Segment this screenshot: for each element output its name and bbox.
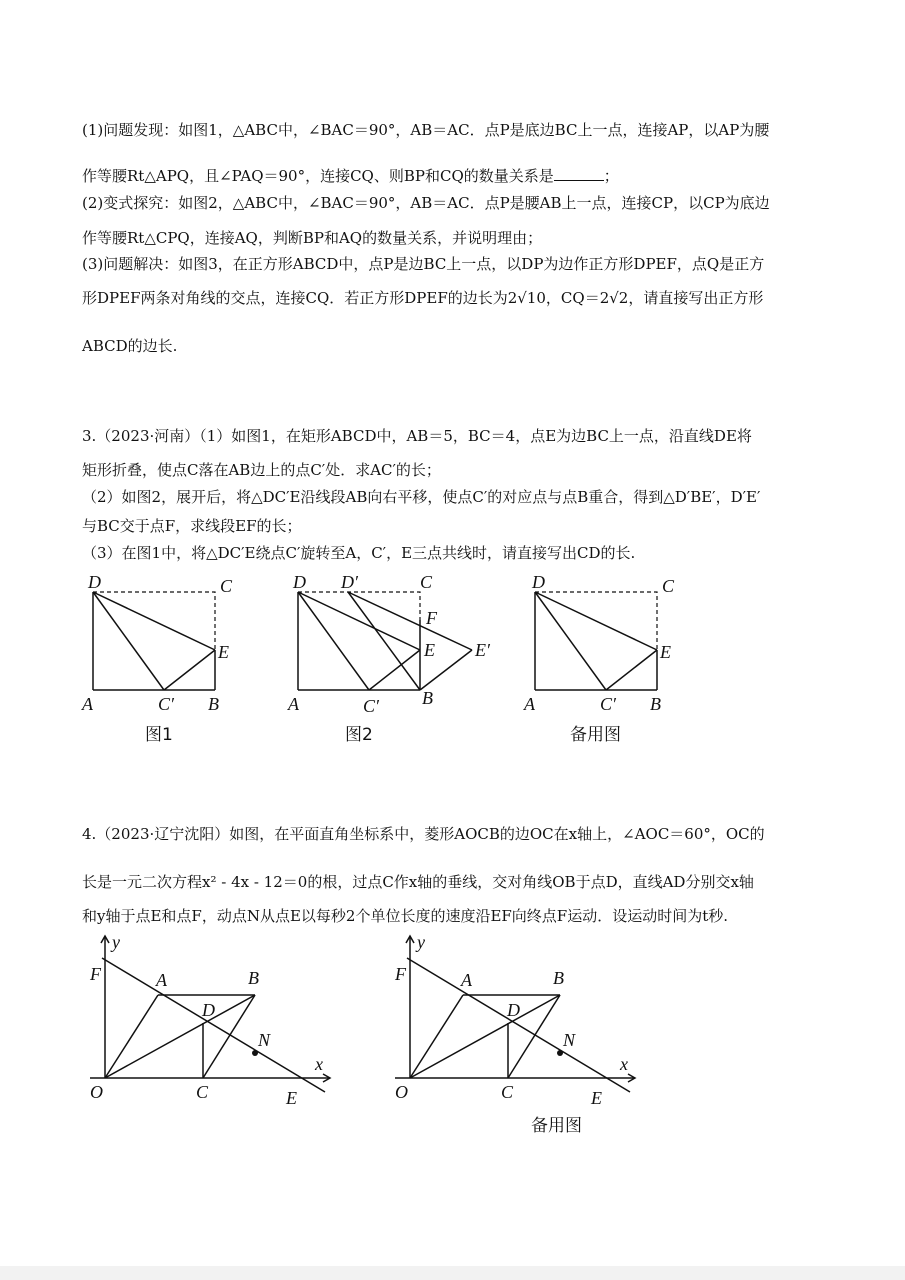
label-E: E	[424, 640, 435, 660]
problem3-spare-figure	[522, 570, 702, 750]
label-N: N	[258, 1030, 271, 1050]
point-N	[557, 1050, 563, 1056]
label-B: B	[553, 968, 564, 988]
figure1-caption: 图1	[145, 725, 173, 745]
label-C: C	[196, 1082, 209, 1102]
problem3-line4: 与BC交于点F，求线段EF的长；	[82, 517, 302, 535]
problem2-part1-end: ；	[603, 167, 619, 185]
label-A: A	[461, 970, 472, 990]
label-A: A	[524, 694, 535, 714]
label-E: E	[218, 642, 229, 662]
problem2-part3-line3: ABCD的边长.	[82, 337, 178, 355]
point-N	[252, 1050, 258, 1056]
label-F: F	[395, 964, 406, 984]
label-B: B	[650, 694, 661, 714]
label-C-prime: C′	[363, 696, 379, 716]
figure2-caption: 图2	[345, 725, 373, 745]
problem2-part2-line2: 作等腰Rt△CPQ，连接AQ，判断BP和AQ的数量关系，并说明理由；	[82, 229, 543, 247]
problem2-part3-line2: 形DPEF两条对角线的交点，连接CQ．若正方形DPEF的边长为2√10，CQ＝2√2，请直接写出正方形	[82, 289, 764, 307]
spare-figure-caption: 备用图	[531, 1116, 582, 1136]
label-C: C	[420, 572, 433, 592]
problem3-line1: 3.（2023·河南）（1）如图1，在矩形ABCD中，AB＝5，BC＝4，点E为边BC上一点，沿直线DE将	[82, 427, 752, 445]
label-F: F	[426, 608, 437, 628]
label-A: A	[288, 694, 299, 714]
problem4-spare-figure	[385, 928, 645, 1138]
label-D-prime: D′	[341, 572, 358, 592]
label-F: F	[90, 964, 101, 984]
problem2-part1-line2	[82, 166, 619, 186]
problem4-line1: 4.（2023·辽宁沈阳）如图，在平面直角坐标系中，菱形AOCB的边OC在x轴上，∠AOC＝60°，OC的	[82, 825, 765, 843]
problem2-part1-line1: (1)问题发现：如图1，△ABC中，∠BAC＝90°，AB＝AC．点P是底边BC上一点，连接AP，以AP为腰	[82, 121, 770, 139]
label-C-prime: C′	[600, 694, 616, 714]
label-D: D	[293, 572, 306, 592]
label-C: C	[662, 576, 675, 596]
spare-figure-caption: 备用图	[570, 725, 621, 745]
label-B: B	[208, 694, 219, 714]
problem3-figure2	[285, 570, 505, 750]
problem3-line2: 矩形折叠，使点C落在AB边上的点C′处．求AC′的长；	[82, 461, 441, 479]
label-B: B	[248, 968, 259, 988]
label-E-prime: E′	[475, 640, 490, 660]
label-B: B	[422, 688, 433, 708]
problem3-line3: （2）如图2，展开后，将△DC′E沿线段AB向右平移，使点C′的对应点与点B重合，得到△D′BE′，D′E′	[82, 488, 761, 506]
problem3-figure1	[80, 570, 240, 750]
axis-y-label: y	[112, 932, 120, 952]
answer-blank[interactable]	[554, 166, 604, 181]
problem3-line5: （3）在图1中，将△DC′E绕点C′旋转至A，C′，E三点共线时，请直接写出CD的长.	[82, 544, 636, 562]
label-O: O	[395, 1082, 408, 1102]
label-C-prime: C′	[158, 694, 174, 714]
label-N: N	[563, 1030, 576, 1050]
problem2-part3-line1: (3)问题解决：如图3，在正方形ABCD中，点P是边BC上一点，以DP为边作正方形DPEF，点Q是正方	[82, 255, 765, 273]
problem2-part2-line1: (2)变式探究：如图2，△ABC中，∠BAC＝90°，AB＝AC．点P是腰AB上一点，连接CP，以CP为底边	[82, 194, 770, 212]
label-O: O	[90, 1082, 103, 1102]
label-E: E	[660, 642, 671, 662]
problem2-part1-text: 作等腰Rt△APQ，且∠PAQ＝90°，连接CQ、则BP和CQ的数量关系是	[82, 167, 554, 185]
label-C: C	[501, 1082, 514, 1102]
label-A: A	[82, 694, 93, 714]
axis-x-label: x	[620, 1054, 628, 1074]
label-C: C	[220, 576, 233, 596]
axis-x-label: x	[315, 1054, 323, 1074]
problem4-line3: 和y轴于点E和点F，动点N从点E以每秒2个单位长度的速度沿EF向终点F运动．设运动时间为t秒.	[82, 907, 729, 925]
label-D: D	[507, 1000, 520, 1020]
axis-y-label: y	[417, 932, 425, 952]
label-D: D	[202, 1000, 215, 1020]
problem4-figure	[80, 928, 340, 1118]
label-E: E	[286, 1088, 297, 1108]
problem4-line2: 长是一元二次方程x² - 4x - 12＝0的根，过点C作x轴的垂线，交对角线OB于点D，直线AD分别交x轴	[82, 873, 754, 891]
label-A: A	[156, 970, 167, 990]
bottom-bar	[0, 1266, 905, 1280]
label-E: E	[591, 1088, 602, 1108]
label-D: D	[532, 572, 545, 592]
label-D: D	[88, 572, 101, 592]
